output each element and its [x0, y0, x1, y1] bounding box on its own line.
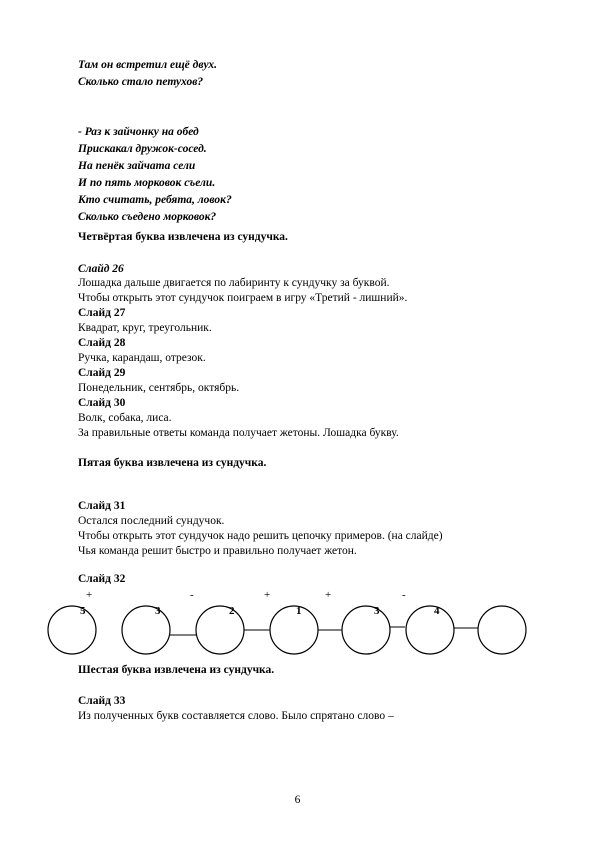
slide31-line-2: Чтобы открыть этот сундучок надо решить цепочку примеров. (на слайде) [78, 530, 443, 542]
poem2-line-4: И по пять морковок съели. [78, 177, 216, 189]
slide30-title: Слайд 30 [78, 397, 126, 409]
operator-2: - [190, 589, 194, 601]
chain-circle-4 [270, 606, 318, 654]
slide29-text: Понедельник, сентябрь, октябрь. [78, 382, 240, 394]
poem1-line-1: Там он встретил ещё двух. [78, 59, 218, 71]
chain-circle-7 [478, 606, 526, 654]
slide31-line-3: Чья команда решит быстро и правильно получает жетон. [78, 545, 357, 557]
operator-1: + [86, 589, 93, 601]
slide27-text: Квадрат, круг, треугольник. [78, 322, 212, 334]
slide27-title: Слайд 27 [78, 307, 126, 319]
slide32-title: Слайд 32 [78, 573, 126, 585]
slide29-title: Слайд 29 [78, 367, 126, 379]
slide26-title: Слайд 26 [78, 263, 124, 275]
letter5-heading: Пятая буква извлечена из сундучка. [78, 457, 267, 469]
chain-number-3: 2 [229, 605, 235, 617]
slide33-text: Из полученных букв составляется слово. Было спрятано слово – [78, 710, 394, 722]
poem2-line-1: - Раз к зайчонку на обед [78, 126, 199, 138]
slide26-line-1: Лошадка дальше двигается по лабиринту к сундучку за буквой. [78, 277, 390, 289]
poem2-line-2: Прискакал дружок-сосед. [78, 143, 207, 155]
page-number: 6 [294, 794, 301, 806]
slide28-text: Ручка, карандаш, отрезок. [78, 352, 206, 364]
slide31-line-1: Остался последний сундучок. [78, 515, 225, 527]
chain-number-4: 1 [296, 605, 302, 617]
slide33-title: Слайд 33 [78, 695, 126, 707]
chain-circle-5 [342, 606, 390, 654]
slide28-title: Слайд 28 [78, 337, 126, 349]
chain-number-6: 4 [434, 605, 440, 617]
poem1-line-2: Сколько стало петухов? [78, 76, 204, 88]
poem2-line-3: На пенёк зайчата сели [78, 160, 196, 172]
letter6-heading: Шестая буква извлечена из сундучка. [78, 664, 275, 676]
chain-number-2: 3 [155, 605, 161, 617]
chain-number-1: 5 [80, 605, 86, 617]
operator-5: - [402, 589, 406, 601]
operator-4: + [325, 589, 332, 601]
poem2-line-6: Сколько съедено морковок? [78, 211, 217, 223]
poem2-line-5: Кто считать, ребята, ловок? [78, 194, 232, 206]
chain-circle-3 [196, 606, 244, 654]
operator-3: + [264, 589, 271, 601]
slide30-line-2: За правильные ответы команда получает жетоны. Лошадка букву. [78, 427, 399, 439]
slide26-line-2: Чтобы открыть этот сундучок поиграем в игру «Третий - лишний». [78, 292, 408, 304]
chain-number-5: 3 [374, 605, 380, 617]
chain-circle-2 [122, 606, 170, 654]
letter4-heading: Четвёртая буква извлечена из сундучка. [78, 231, 288, 243]
chain-circle-1 [48, 606, 96, 654]
slide30-line-1: Волк, собака, лиса. [78, 412, 172, 424]
slide31-title: Слайд 31 [78, 500, 126, 512]
chain-circle-6 [406, 606, 454, 654]
